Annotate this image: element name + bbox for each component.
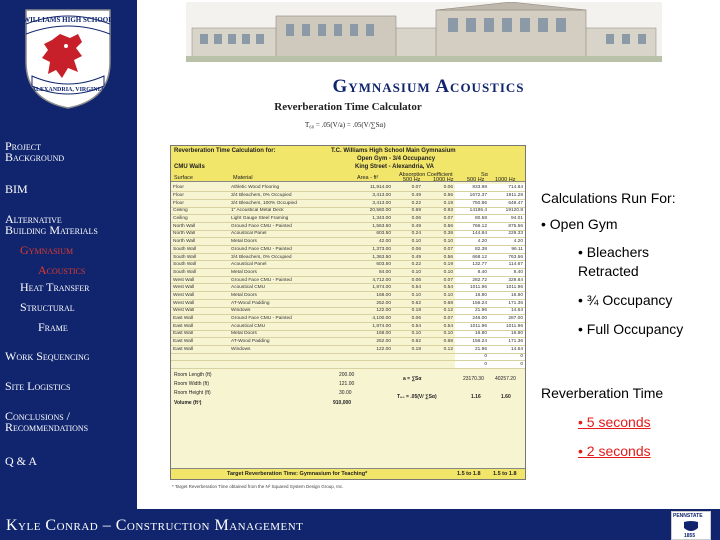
table-cell: 0.54 <box>393 322 423 330</box>
table-cell: 0.68 <box>423 299 455 307</box>
nav-item-project-background[interactable] <box>5 141 64 163</box>
table-cell: 252.00 <box>347 338 393 346</box>
table-cell: 11,914.00 <box>347 184 393 192</box>
table-cell: 0 <box>455 353 489 361</box>
table-row <box>171 207 525 215</box>
table-cell: 0.06 <box>393 246 423 254</box>
target-500: 1.5 to 1.8 <box>457 471 481 477</box>
column-header: 1000 Hz <box>495 177 516 183</box>
nav-menu <box>0 0 137 540</box>
table-cell: Acoustical CMU <box>229 322 347 330</box>
sheet-header-line2: Open Gym - 3/4 Occupancy <box>357 156 436 162</box>
table-row <box>171 192 525 200</box>
table-cell: 80.58 <box>455 215 489 223</box>
table-cell: East Wall <box>171 330 229 338</box>
table-cell: 603.50 <box>347 230 393 238</box>
table-cell: 603.50 <box>347 261 393 269</box>
table-cell: 287.00 <box>489 315 525 323</box>
nittany-lion-icon <box>683 520 699 534</box>
table-cell: 0 <box>455 361 489 369</box>
table-cell <box>423 361 455 369</box>
table-cell: 1,874.00 <box>347 322 393 330</box>
table-cell: South Wall <box>171 246 229 254</box>
table-cell: 0.56 <box>423 192 455 200</box>
two-seconds-link[interactable]: • 2 seconds <box>578 443 651 459</box>
table-cell: AT-Wood Padding <box>229 299 347 307</box>
table-cell: Acoustical Panel <box>229 261 347 269</box>
table-row <box>171 307 525 315</box>
full-occupancy-bullet: • Full Occupancy <box>578 321 684 337</box>
table-cell: 14.64 <box>489 345 525 353</box>
sheet-header-line3: King Street - Alexandria, VA <box>355 164 435 170</box>
sheet-header-cmu: CMU Walls <box>174 164 205 170</box>
crest-banner-bottom: ALEXANDRIA, VIRGINIA <box>31 87 105 93</box>
table-cell: 168.00 <box>347 292 393 300</box>
table-cell: Metal Doors <box>229 330 347 338</box>
table-cell: 122.00 <box>347 345 393 353</box>
table-row <box>171 238 525 246</box>
table-cell: 648.47 <box>489 199 525 207</box>
table-cell: South Wall <box>171 261 229 269</box>
table-cell: 4.20 <box>455 238 489 246</box>
table-row <box>171 330 525 338</box>
table-cell: 84.00 <box>347 269 393 277</box>
table-cell: 1,343.00 <box>347 215 393 223</box>
table-cell: Floor <box>171 199 229 207</box>
nav-item-label: Alternative <box>5 212 62 226</box>
target-1000: 1.5 to 1.8 <box>493 471 517 477</box>
table-cell: South Wall <box>171 253 229 261</box>
table-cell: 1,563.50 <box>347 222 393 230</box>
table-cell: 0 <box>489 353 525 361</box>
nav-item-label: Background <box>5 150 65 164</box>
table-cell: 0.10 <box>393 292 423 300</box>
table-cell <box>347 353 393 361</box>
footer-text: Kyle Conrad – Construction Management <box>6 517 304 534</box>
table-cell: 0.22 <box>393 261 423 269</box>
table-cell: Metal Doors <box>229 269 347 277</box>
table-cell: Athletic Wood Flooring <box>229 184 347 192</box>
table-cell <box>393 361 423 369</box>
table-row <box>171 276 525 284</box>
table-cell: 1011.96 <box>489 322 525 330</box>
nav-item-label: Frame <box>38 320 68 334</box>
room-volume-label: Volume (ft³) <box>174 400 202 406</box>
nav-item-conclusions-recommendations[interactable] <box>5 411 88 433</box>
nav-item-gymnasium-acoustics[interactable] <box>20 245 85 276</box>
table-cell: 0.07 <box>423 215 455 223</box>
sheet-header-line1: T.C. Williams High School Main Gymnasium <box>331 148 456 154</box>
table-cell: Floor <box>171 184 229 192</box>
t60-500: 1.16 <box>471 394 481 400</box>
table-cell: 3,413.00 <box>347 192 393 200</box>
table-cell: 875.56 <box>489 222 525 230</box>
table-cell: 0.12 <box>423 345 455 353</box>
table-cell: 94.01 <box>489 215 525 223</box>
table-cell: 156.24 <box>455 299 489 307</box>
t60-label: T₆₀ = .05(V/ ∑Sα) <box>397 394 437 400</box>
table-cell: East Wall <box>171 315 229 323</box>
table-cell: North Wall <box>171 222 229 230</box>
column-header: Material <box>233 175 253 181</box>
table-cell <box>347 361 393 369</box>
column-header: 500 Hz <box>467 177 485 183</box>
table-row <box>171 338 525 346</box>
table-cell: East Wall <box>171 338 229 346</box>
table-row <box>171 322 525 330</box>
reverberation-formula: T₆₀ = .05(V/a) = .05(V/∑Sα) <box>305 121 386 129</box>
t60-1000: 1.60 <box>501 394 511 400</box>
table-cell: 21.96 <box>455 345 489 353</box>
nav-item-label: Work Sequencing <box>5 349 90 363</box>
open-gym-bullet: • Open Gym <box>541 216 618 232</box>
sum-500: 23170.30 <box>463 376 484 382</box>
table-cell: 0.10 <box>393 269 423 277</box>
table-cell: 0.18 <box>393 307 423 315</box>
table-cell: 8.40 <box>489 269 525 277</box>
table-cell: 0.93 <box>423 207 455 215</box>
table-row <box>171 222 525 230</box>
table-cell: 19120.8 <box>489 207 525 215</box>
nav-item-label: Site Logistics <box>5 379 71 393</box>
table-cell: 229.33 <box>489 230 525 238</box>
table-cell: 171.36 <box>489 338 525 346</box>
crest-banner-top: WILLIAMS HIGH SCHOOL <box>23 16 113 24</box>
penn-state-wordmark: PENNSTATE <box>673 513 703 519</box>
table-cell: 42.00 <box>347 238 393 246</box>
table-cell: 668.12 <box>455 253 489 261</box>
sheet-header-label: Reverberation Time Calculation for: <box>174 148 276 154</box>
table-cell: 1,363.50 <box>347 253 393 261</box>
table-cell: East Wall <box>171 345 229 353</box>
table-cell: AT-Wood Padding <box>229 338 347 346</box>
table-cell: 0.06 <box>393 315 423 323</box>
room-height-value: 30.00 <box>339 390 352 396</box>
table-cell: Windows <box>229 345 347 353</box>
nav-item-label: Project <box>5 139 42 153</box>
nav-item-label: BIM <box>5 182 28 196</box>
table-cell: West Wall <box>171 299 229 307</box>
table-cell: 0.07 <box>423 246 455 254</box>
table-cell: 3/4 Bleachers, 0% Occupied <box>229 192 347 200</box>
table-row <box>171 353 525 361</box>
table-cell: South Wall <box>171 269 229 277</box>
table-cell: 0 <box>489 361 525 369</box>
table-cell: North Wall <box>171 238 229 246</box>
table-cell: 0.19 <box>423 261 455 269</box>
building-rendering-image <box>186 2 662 62</box>
table-cell: 0.10 <box>423 238 455 246</box>
table-cell: 1,874.00 <box>347 284 393 292</box>
table-cell: 0.62 <box>393 338 423 346</box>
footer-bar <box>0 509 720 540</box>
table-row <box>171 315 525 323</box>
calculator-title: Reverberation Time Calculator <box>274 101 422 113</box>
column-header: Area - ft² <box>357 175 379 181</box>
table-cell: 16.80 <box>489 330 525 338</box>
table-cell: 1011.96 <box>455 284 489 292</box>
table-row <box>171 199 525 207</box>
table-cell: 0.54 <box>423 322 455 330</box>
room-length-value: 200.00 <box>339 372 355 378</box>
table-cell: 763.56 <box>489 253 525 261</box>
table-row <box>171 299 525 307</box>
table-cell: 0.54 <box>423 284 455 292</box>
table-cell: 3/4 Bleachers, 0% Occupied <box>229 253 347 261</box>
room-volume-value: 910,000 <box>333 400 352 406</box>
table-cell: 750.86 <box>455 199 489 207</box>
table-cell: 0.56 <box>423 253 455 261</box>
table-cell: 329.84 <box>489 276 525 284</box>
penn-state-year: 1855 <box>684 533 696 539</box>
table-cell: 0.54 <box>393 284 423 292</box>
table-cell: 16.80 <box>455 292 489 300</box>
sa-header: Sα <box>481 172 488 178</box>
table-cell: East Wall <box>171 322 229 330</box>
table-cell: 0.06 <box>423 184 455 192</box>
table-cell: Light Gauge Steel Framing <box>229 215 347 223</box>
table-cell: 0.06 <box>393 215 423 223</box>
table-row <box>171 246 525 254</box>
table-cell: 4.20 <box>489 238 525 246</box>
sum-1000: 40257.20 <box>495 376 516 382</box>
column-header: 500 Hz <box>403 177 421 183</box>
calculator-footnote: * Target Reverberation Time obtained from the N² Squared System Design Group, Inc. <box>172 484 344 489</box>
table-cell: 144.84 <box>455 230 489 238</box>
table-cell: 4,712.00 <box>347 276 393 284</box>
sum-label: a = ∑Sα <box>403 376 422 382</box>
table-row <box>171 184 525 192</box>
nav-item-structural-frame[interactable] <box>20 302 75 333</box>
calculation-sheet <box>170 145 526 480</box>
table-row <box>171 345 525 353</box>
table-cell: West Wall <box>171 292 229 300</box>
column-header: Surface <box>174 175 193 181</box>
table-cell: 0.06 <box>393 276 423 284</box>
table-cell: 0.07 <box>393 184 423 192</box>
table-cell: 0.07 <box>423 276 455 284</box>
table-cell: 0.49 <box>393 253 423 261</box>
table-cell <box>229 361 347 369</box>
table-cell: 0.18 <box>393 345 423 353</box>
table-row <box>171 253 525 261</box>
page-title: Gymnasium Acoustics <box>332 76 525 97</box>
room-height-label: Room Height (ft) <box>174 390 211 396</box>
table-cell: 0.62 <box>393 299 423 307</box>
table-cell: 132.77 <box>455 261 489 269</box>
table-cell: 21.96 <box>455 307 489 315</box>
table-cell: 156.24 <box>455 338 489 346</box>
nav-item-q-and-a[interactable] <box>5 456 37 467</box>
table-cell: 0.10 <box>423 330 455 338</box>
target-label: Target Reverberation Time: Gymnasium for Teaching* <box>227 471 368 477</box>
room-length-label: Room Length (ft) <box>174 372 212 378</box>
table-cell: West Wall <box>171 307 229 315</box>
table-cell: 96.11 <box>489 246 525 254</box>
table-cell <box>171 361 229 369</box>
table-cell: 4,100.00 <box>347 315 393 323</box>
table-cell: Ceiling <box>171 207 229 215</box>
nav-item-label: Gymnasium <box>20 243 74 257</box>
nav-item-work-sequencing[interactable] <box>5 351 90 362</box>
table-cell: 1011.96 <box>489 284 525 292</box>
table-cell: Metal Doors <box>229 238 347 246</box>
table-cell: 0.49 <box>393 192 423 200</box>
room-width-label: Room Width (ft) <box>174 381 210 387</box>
table-cell: 0.10 <box>393 238 423 246</box>
table-cell: North Wall <box>171 230 229 238</box>
reverberation-calculator-document <box>163 99 533 496</box>
table-cell: 20,560.00 <box>347 207 393 215</box>
table-cell: 168.00 <box>347 330 393 338</box>
table-cell <box>423 353 455 361</box>
table-cell: 0.10 <box>393 330 423 338</box>
table-cell: 122.00 <box>347 307 393 315</box>
bleachers-bullet-cont: Retracted <box>578 263 639 279</box>
table-cell: 0.10 <box>423 269 455 277</box>
table-cell: 3/4 Bleachers, 100% Occupied <box>229 199 347 207</box>
table-cell: 833.98 <box>455 184 489 192</box>
table-cell: 0.19 <box>423 199 455 207</box>
table-cell: Ground Face CMU - Painted <box>229 246 347 254</box>
table-cell: 1" Acoustical Metal Deck <box>229 207 347 215</box>
table-cell: 0.49 <box>393 222 423 230</box>
table-cell: 82.38 <box>455 246 489 254</box>
table-row <box>171 284 525 292</box>
table-cell: 0.07 <box>423 315 455 323</box>
calculations-heading: Calculations Run For: <box>541 190 676 206</box>
table-cell: 0.24 <box>393 230 423 238</box>
table-row <box>171 269 525 277</box>
table-cell: West Wall <box>171 276 229 284</box>
table-row <box>171 261 525 269</box>
table-cell: Ground Face CMU - Painted <box>229 315 347 323</box>
table-row <box>171 361 525 369</box>
table-cell: 16.80 <box>489 292 525 300</box>
table-cell: 252.00 <box>347 299 393 307</box>
reverberation-time-heading: Reverberation Time <box>541 385 664 401</box>
table-cell: 1011.96 <box>455 322 489 330</box>
table-cell: 16.80 <box>455 330 489 338</box>
nav-item-label: Conclusions / <box>5 409 71 423</box>
table-cell: 14.64 <box>489 307 525 315</box>
table-cell: 0.38 <box>423 230 455 238</box>
table-cell <box>393 353 423 361</box>
nav-item-label: Structural <box>20 300 75 314</box>
table-cell: 714.84 <box>489 184 525 192</box>
table-cell: 1911.28 <box>489 192 525 200</box>
table-cell: 0.22 <box>393 199 423 207</box>
table-cell: Ground Face CMU - Painted <box>229 276 347 284</box>
nav-item-bim[interactable] <box>5 184 28 195</box>
table-cell: West Wall <box>171 284 229 292</box>
table-cell: 8.40 <box>455 269 489 277</box>
sheet-header <box>171 146 525 182</box>
table-cell: 114.67 <box>489 261 525 269</box>
table-cell: 14186.4 <box>455 207 489 215</box>
nav-item-label: Acoustics <box>38 263 86 277</box>
nav-item-label: Heat Transfer <box>20 280 90 294</box>
table-cell: Acoustical Panel <box>229 230 347 238</box>
table-cell: Ceiling <box>171 215 229 223</box>
table-row <box>171 215 525 223</box>
partial-occupancy-bullet: • ¾ Occupancy <box>578 292 673 308</box>
nav-item-label: Building Materials <box>5 223 98 237</box>
room-width-value: 121.00 <box>339 381 355 387</box>
nav-item-alternative-building-materials[interactable] <box>5 214 98 236</box>
table-cell: 1,373.00 <box>347 246 393 254</box>
column-header: 1000 Hz <box>433 177 454 183</box>
table-cell: 0.68 <box>423 338 455 346</box>
target-reverberation-bar <box>171 468 525 479</box>
table-cell: Windows <box>229 307 347 315</box>
table-row <box>171 230 525 238</box>
table-cell: 246.00 <box>455 315 489 323</box>
nav-item-site-logistics[interactable] <box>5 381 70 392</box>
penn-state-logo <box>671 511 711 540</box>
table-cell: 282.72 <box>455 276 489 284</box>
table-cell <box>229 353 347 361</box>
absorption-table <box>171 184 525 369</box>
table-cell: 0.69 <box>393 207 423 215</box>
table-cell: 171.36 <box>489 299 525 307</box>
table-row <box>171 292 525 300</box>
table-cell: 0.12 <box>423 307 455 315</box>
absorption-coefficient-header: Absorption Coefficient <box>399 172 453 178</box>
table-cell: 766.12 <box>455 222 489 230</box>
table-cell: 1672.37 <box>455 192 489 200</box>
table-cell: Ground Face CMU - Painted <box>229 222 347 230</box>
table-cell: 3,413.00 <box>347 199 393 207</box>
nav-item-heat-transfer[interactable] <box>20 282 89 293</box>
table-cell: Metal Doors <box>229 292 347 300</box>
sidebar <box>0 0 137 540</box>
five-seconds-link[interactable]: • 5 seconds <box>578 414 651 430</box>
table-cell: Floor <box>171 192 229 200</box>
table-cell: 0.10 <box>423 292 455 300</box>
bleachers-bullet: • Bleachers <box>578 244 650 260</box>
nav-item-label: Recommendations <box>5 420 89 434</box>
table-cell: 0.56 <box>423 222 455 230</box>
table-cell <box>171 353 229 361</box>
nav-item-label: Q & A <box>5 454 38 468</box>
table-cell: Acoustical CMU <box>229 284 347 292</box>
